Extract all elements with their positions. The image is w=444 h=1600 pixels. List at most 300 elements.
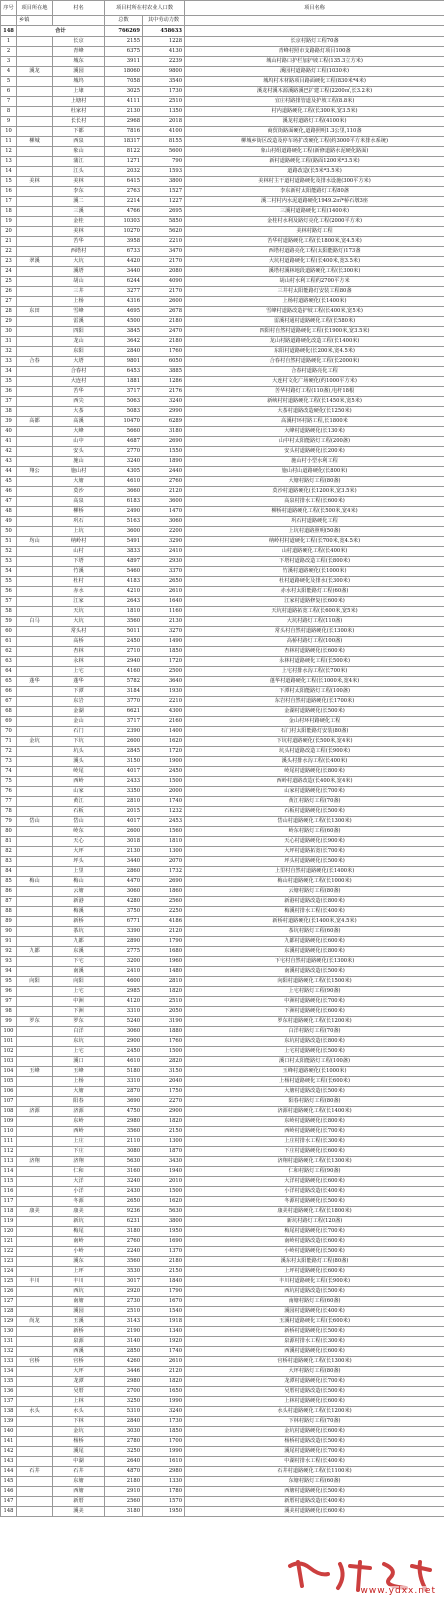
row-labor: 1300 [143,1137,185,1147]
table-row [1,1217,444,1227]
row-index: 75 [1,777,17,787]
row-population: 7058 [105,77,143,87]
row-population: 2130 [105,107,143,117]
row-population: 2390 [105,727,143,737]
row-population: 3911 [105,57,143,67]
row-population: 1810 [105,607,143,617]
row-index: 111 [1,1137,17,1147]
row-project: 新峡村村道路硬化工程(长1450米,宽5米) [185,397,444,407]
table-row [1,607,444,617]
row-labor: 2610 [143,587,185,597]
table-row [1,497,444,507]
row-town [17,1337,53,1347]
row-index: 43 [1,457,17,467]
row-labor: 1840 [143,1277,185,1287]
table-row [1,147,444,157]
row-labor: 1930 [143,687,185,697]
row-index: 77 [1,797,17,807]
row-village: 西塔村 [53,247,105,257]
table-row [1,1427,444,1437]
row-village: 城东 [53,57,105,67]
table-row [1,1267,444,1277]
row-labor: 2120 [143,487,185,497]
row-project: 胡山村水利工程约2700平方米 [185,277,444,287]
row-village: 安头 [53,447,105,457]
row-project: 泉源村排水工程(长300米) [185,1337,444,1347]
row-labor: 5630 [143,1207,185,1217]
row-index: 133 [1,1357,17,1367]
table-row [1,57,444,67]
row-labor: 790 [143,157,185,167]
row-project: 大坑村路灯工程(110盏) [185,617,444,627]
table-row [1,617,444,627]
row-village: 金桂 [53,217,105,227]
row-population: 4017 [105,767,143,777]
table-row [1,1257,444,1267]
row-project: 龙潭村道路硬化(长700米) [185,1377,444,1387]
table-row [1,907,444,917]
row-village: 杜家村 [53,107,105,117]
row-population: 2560 [105,1497,143,1507]
row-labor: 2560 [143,897,185,907]
row-population: 2775 [105,947,143,957]
row-index: 68 [1,707,17,717]
row-index: 69 [1,717,17,727]
row-project: 金湖村道路硬化(长500米) [185,707,444,717]
row-village: 龙山 [53,337,105,347]
row-population: 3560 [105,617,143,627]
row-labor: 3470 [143,247,185,257]
row-village: 上里 [53,867,105,877]
table-row [1,1387,444,1397]
row-population: 4316 [105,297,143,307]
row-index: 57 [1,597,17,607]
row-population: 3845 [105,327,143,337]
row-town [17,1057,53,1067]
table-row [1,1167,444,1177]
row-population: 6183 [105,497,143,507]
row-project: 坪头村道路硬化(长500米) [185,857,444,867]
row-project: 下塔村道路改造工程(长800米) [185,557,444,567]
row-village: 天坑 [53,607,105,617]
row-village: 施山村 [53,467,105,477]
row-labor: 1593 [143,167,185,177]
row-labor: 3190 [143,1017,185,1027]
total-row [1,26,444,37]
row-village: 雪峰 [53,307,105,317]
row-population: 5163 [105,517,143,527]
row-village: 官桥 [53,1357,105,1367]
row-index: 81 [1,837,17,847]
row-population: 2780 [105,1437,143,1447]
row-index: 31 [1,337,17,347]
row-village: 西岭 [53,1127,105,1137]
row-population: 2968 [105,117,143,127]
row-index: 64 [1,667,17,677]
row-village: 南岭 [53,1237,105,1247]
row-index: 135 [1,1377,17,1387]
row-project: 下林村路灯工程(70盏) [185,1417,444,1427]
row-town [17,377,53,387]
row-village: 下宅 [53,957,105,967]
table-row [1,197,444,207]
row-town [17,667,53,677]
row-population: 2730 [105,1297,143,1307]
row-town [17,927,53,937]
row-population: 3560 [105,1257,143,1267]
row-town [17,917,53,927]
row-town: 济翔 [17,1157,53,1167]
row-index: 129 [1,1317,17,1327]
row-population: 2980 [105,1377,143,1387]
row-village: 下塔 [53,557,105,567]
row-town [17,1257,53,1267]
row-village: 高溪 [53,417,105,427]
row-project: 溪园村道路硬化(长400米) [185,1307,444,1317]
row-project: 新桥村道路硬化(长1400米,宽4.5米) [185,917,444,927]
row-town [17,747,53,757]
table-row [1,1067,444,1077]
table-row [1,1407,444,1417]
row-index: 98 [1,1007,17,1017]
row-village: 南塘 [53,1297,105,1307]
row-population: 3717 [105,387,143,397]
row-village: 东溪 [53,947,105,957]
row-population: 2190 [105,1327,143,1337]
table-row [1,1187,444,1197]
row-population: 8122 [105,147,143,157]
row-population: 3560 [105,1127,143,1137]
row-town [17,197,53,207]
table-row [1,1207,444,1217]
row-village: 新厝 [53,1497,105,1507]
row-town: 梅山 [17,877,53,887]
row-labor: 3060 [143,517,185,527]
row-village: 坪头 [53,857,105,867]
row-index: 50 [1,527,17,537]
row-village: 东阳 [53,347,105,357]
subheader-blank3 [185,16,444,26]
table-row [1,1327,444,1337]
row-town [17,1007,53,1017]
row-village: 赤水 [53,587,105,597]
table-row [1,277,444,287]
row-population: 3140 [105,1337,143,1347]
header-population-group: 项目村所在村农业人口数 [105,1,185,16]
row-town: 官桥 [17,1357,53,1367]
row-village: 东塘 [53,1477,105,1487]
row-town: 尚龙 [17,1317,53,1327]
table-row [1,567,444,577]
table-row [1,1007,444,1017]
row-project: 雪峰村道路改造护坡工程(长400米,宽5米) [185,307,444,317]
row-labor: 2050 [143,1007,185,1017]
row-population: 4120 [105,997,143,1007]
row-village: 城坞 [53,77,105,87]
row-labor: 1990 [143,1447,185,1457]
row-labor: 4186 [143,917,185,927]
row-project: 下庄村道路硬化(长600米) [185,1147,444,1157]
row-project: 大茶村道路改造硬化(长1250米) [185,407,444,417]
row-population: 2980 [105,1117,143,1127]
row-population: 2155 [105,37,143,47]
row-town [17,1037,53,1047]
row-town [17,1187,53,1197]
table-row [1,337,444,347]
table-row [1,1027,444,1037]
row-town [17,997,53,1007]
row-village: 仁和 [53,1167,105,1177]
row-project: 美林村主干道村道路硬化及排水设施(300平方米) [185,177,444,187]
row-labor: 1370 [143,1247,185,1257]
row-project: 柳城乡街区改造及停车场扩改硬化工程(约3000平方米排水系统) [185,137,444,147]
row-population: 4610 [105,477,143,487]
row-town [17,387,53,397]
row-index: 120 [1,1227,17,1237]
row-village: 蒲江 [53,157,105,167]
total-labor: 458633 [143,26,185,37]
row-town [17,767,53,777]
row-index: 112 [1,1147,17,1157]
row-population: 4470 [105,877,143,887]
table-row [1,1197,444,1207]
row-project: 溪头村排水沟工程(长400米) [185,757,444,767]
row-town: 罗东 [17,1017,53,1027]
row-project: 高溪村环村路工程,长1800米 [185,417,444,427]
table-row [1,727,444,737]
row-labor: 2120 [143,927,185,937]
row-village: 大连村 [53,377,105,387]
row-index: 88 [1,907,17,917]
row-town [17,1287,53,1297]
table-row [1,537,444,547]
row-town [17,797,53,807]
subheader-blank [1,16,17,26]
row-population: 3833 [105,547,143,557]
row-town [17,1217,53,1227]
row-index: 110 [1,1127,17,1137]
row-index: 132 [1,1347,17,1357]
row-town [17,697,53,707]
table-row [1,1057,444,1067]
table-row [1,317,444,327]
row-index: 5 [1,77,17,87]
row-village: 上埭 [53,87,105,97]
row-town: 九都 [17,947,53,957]
row-index: 123 [1,1257,17,1267]
row-population: 3060 [105,1027,143,1037]
row-village: 九都 [53,937,105,947]
row-project: 云塘村路灯工程(80盏) [185,887,444,897]
row-labor: 3240 [143,1407,185,1417]
row-village: 新桥 [53,1327,105,1337]
row-index: 60 [1,627,17,637]
row-town [17,317,53,327]
row-index: 70 [1,727,17,737]
row-village: 杏林 [53,647,105,657]
row-labor: 2650 [143,577,185,587]
row-project: 中湖村排水工程(长400米) [185,1457,444,1467]
row-town [17,447,53,457]
row-town [17,647,53,657]
row-project: 莫沙村道路硬化(长1200米,宽3.5米) [185,487,444,497]
row-project: 龙山村路道路硬化改造工程(长1400米) [185,337,444,347]
table-row [1,1097,444,1107]
row-population: 3660 [105,487,143,497]
table-row [1,1037,444,1047]
row-project: 东岩村自然村道路硬化(长1700米) [185,697,444,707]
row-population: 2910 [105,1487,143,1497]
row-population: 2643 [105,597,143,607]
row-village: 新桥 [53,917,105,927]
row-population: 4305 [105,467,143,477]
row-project: 上杨村道路硬化(长1400米) [185,297,444,307]
row-town [17,597,53,607]
row-town [17,487,53,497]
row-population: 2940 [105,657,143,667]
row-labor: 6050 [143,357,185,367]
row-town: 柳城 [17,137,53,147]
row-project: 金坑村道路硬化(长600米) [185,1427,444,1437]
table-row [1,1147,444,1157]
row-population: 4017 [105,817,143,827]
row-project: 天心村道路硬化(长900米) [185,837,444,847]
row-population: 2214 [105,197,143,207]
row-population: 4280 [105,897,143,907]
row-index: 130 [1,1327,17,1337]
row-project: 苦华村路灯工程(110盏),电杆18根 [185,387,444,397]
row-project: 苦华村道路硬化工程(长1800米,宽4.5米) [185,237,444,247]
row-labor: 2170 [143,287,185,297]
row-project: 溪口村太阳能路灯工程(100盏) [185,1057,444,1067]
row-index: 38 [1,407,17,417]
row-population: 3717 [105,717,143,727]
row-labor: 1890 [143,457,185,467]
row-town [17,1227,53,1237]
table-row [1,1447,444,1457]
row-village: 上坪 [53,1267,105,1277]
row-project: 山家村道路硬化(长700米) [185,787,444,797]
row-index: 137 [1,1397,17,1407]
row-labor: 1680 [143,947,185,957]
row-population: 3770 [105,697,143,707]
row-town [17,567,53,577]
row-labor: 3370 [143,567,185,577]
row-town [17,1047,53,1057]
row-labor: 3640 [143,677,185,687]
row-index: 40 [1,427,17,437]
table-row [1,447,444,457]
row-town: 石井 [17,1467,53,1477]
row-labor: 5620 [143,227,185,237]
row-population: 3440 [105,267,143,277]
row-labor: 2695 [143,207,185,217]
row-population: 2870 [105,1087,143,1097]
row-village: 上塘村 [53,97,105,107]
row-index: 30 [1,327,17,337]
row-labor: 1720 [143,657,185,667]
row-population: 3750 [105,907,143,917]
row-village: 山家 [53,787,105,797]
row-project: 大洋村道路硬化(长600米) [185,1177,444,1187]
table-row [1,647,444,657]
table-row [1,1397,444,1407]
table-row [1,67,444,77]
row-population: 18317 [105,137,143,147]
row-labor: 2510 [143,997,185,1007]
row-labor: 3800 [143,177,185,187]
table-row [1,1347,444,1357]
row-village: 溪尾 [53,1447,105,1457]
row-project: 中洲村道路硬化(长700米) [185,997,444,1007]
row-population: 4111 [105,97,143,107]
row-project: 杜村道路硬化及排水(长300米) [185,577,444,587]
row-village: 玉峰 [53,1067,105,1077]
row-population: 2890 [105,937,143,947]
row-project: 商贸街路面硬化,道路照明1.3公里,110盏 [185,127,444,137]
row-labor: 8155 [143,137,185,147]
row-labor: 1560 [143,827,185,837]
row-project: 上庄村排水工程(长300米) [185,1137,444,1147]
row-population: 2900 [105,1037,143,1047]
table-row [1,627,444,637]
row-town [17,627,53,637]
row-labor: 1740 [143,797,185,807]
table-row [1,257,444,267]
row-population: 10470 [105,417,143,427]
row-village: 罗东 [53,1017,105,1027]
row-project: 新村道路硬化工程(路面1200米*3.5米) [185,157,444,167]
row-village: 下坑 [53,737,105,747]
row-index: 34 [1,367,17,377]
row-town [17,837,53,847]
row-village: 西溪 [53,1347,105,1357]
row-index: 14 [1,167,17,177]
row-index: 56 [1,587,17,597]
row-index: 45 [1,477,17,487]
table-row [1,947,444,957]
row-project: 城山村路口护栏加护坡工程(135.3立方米) [185,57,444,67]
row-index: 109 [1,1117,17,1127]
row-labor: 1880 [143,1027,185,1037]
table-row [1,927,444,937]
row-village: 下林 [53,1417,105,1427]
row-index: 139 [1,1417,17,1427]
row-population: 4183 [105,577,143,587]
row-population: 3310 [105,1077,143,1087]
table-row [1,427,444,437]
row-town [17,1497,53,1507]
row-project: 大坑村道路硬化工程(长400米,宽3.5米) [185,257,444,267]
row-project: 巩石村道路硬化工程 [185,517,444,527]
row-village: 上宅 [53,1047,105,1057]
row-town [17,167,53,177]
row-labor: 1950 [143,1507,185,1517]
table-row [1,1237,444,1247]
subheader-total: 总数 [105,16,143,26]
row-town [17,777,53,787]
row-labor: 2040 [143,1077,185,1087]
row-village: 大峰 [53,427,105,437]
row-town [17,1397,53,1407]
row-project: 溪龙村道路灯工程(4100米) [185,117,444,127]
row-labor: 6289 [143,417,185,427]
row-index: 90 [1,927,17,937]
row-town: 向阳 [17,977,53,987]
row-population: 2770 [105,447,143,457]
row-labor: 1900 [143,757,185,767]
table-row [1,1487,444,1497]
